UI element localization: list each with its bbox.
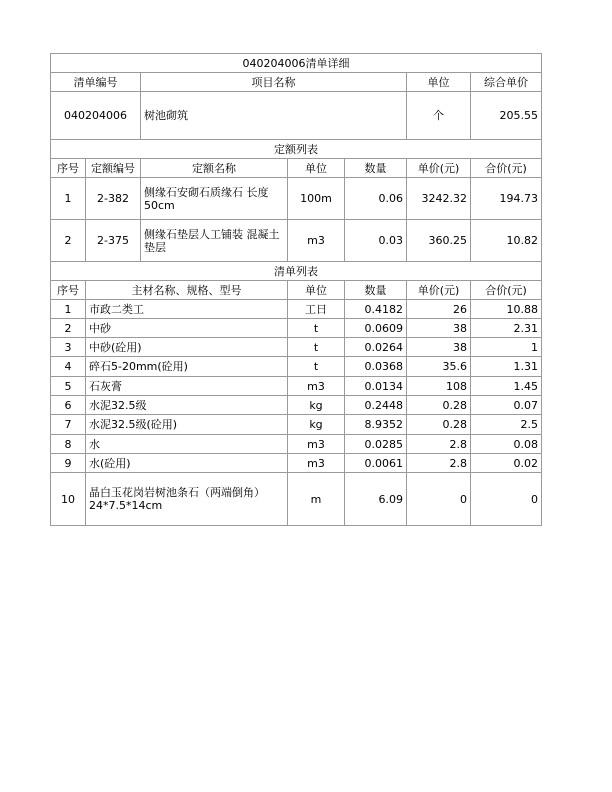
- material-total: 0: [471, 473, 542, 526]
- material-unit-price: 35.6: [407, 357, 471, 377]
- list-item-unit: 个: [407, 92, 471, 140]
- material-header-row: [51, 281, 542, 300]
- quota-unit-price: 360.25: [407, 220, 471, 262]
- material-seq-header: 序号: [51, 281, 86, 300]
- material-seq: 2: [51, 319, 86, 338]
- material-seq: 5: [51, 377, 86, 396]
- material-seq: 4: [51, 357, 86, 377]
- material-row: [51, 357, 542, 377]
- quota-header-row: [51, 159, 542, 178]
- quota-code: 2-375: [86, 220, 141, 262]
- material-qty: 0.0285: [345, 435, 407, 454]
- quota-seq: 2: [51, 220, 86, 262]
- material-seq: 6: [51, 396, 86, 415]
- material-unit-price: 0.28: [407, 396, 471, 415]
- material-row: [51, 415, 542, 435]
- material-row: [51, 319, 542, 338]
- material-qty: 8.9352: [345, 415, 407, 435]
- material-qty: 0.0609: [345, 319, 407, 338]
- material-row: [51, 435, 542, 454]
- material-row: [51, 338, 542, 357]
- material-unit: t: [288, 357, 345, 377]
- material-total: 1: [471, 338, 542, 357]
- material-name-header: 主材名称、规格、型号: [86, 281, 288, 300]
- quota-unit: m3: [288, 220, 345, 262]
- material-unit-price: 0.28: [407, 415, 471, 435]
- material-name: 水: [86, 435, 288, 454]
- material-name: 中砂: [86, 319, 288, 338]
- material-name: 中砂(砼用): [86, 338, 288, 357]
- material-total-header: 合价(元): [471, 281, 542, 300]
- list-item-name: 树池砌筑: [141, 92, 407, 140]
- quota-qty: 0.03: [345, 220, 407, 262]
- material-unit-price: 108: [407, 377, 471, 396]
- quota-total: 194.73: [471, 178, 542, 220]
- quota-unit: 100m: [288, 178, 345, 220]
- list-item-code: 040204006: [51, 92, 141, 140]
- material-total: 0.07: [471, 396, 542, 415]
- title-row: [51, 54, 542, 73]
- quota-unit-price: 3242.32: [407, 178, 471, 220]
- material-qty: 6.09: [345, 473, 407, 526]
- material-row: [51, 377, 542, 396]
- material-unit: m: [288, 473, 345, 526]
- quota-unit-header: 单位: [288, 159, 345, 178]
- material-seq: 1: [51, 300, 86, 319]
- material-unit-price-header: 单价(元): [407, 281, 471, 300]
- material-unit: m3: [288, 377, 345, 396]
- material-unit: m3: [288, 454, 345, 473]
- quota-row: [51, 220, 542, 262]
- material-unit: t: [288, 319, 345, 338]
- material-seq: 8: [51, 435, 86, 454]
- material-total: 0.02: [471, 454, 542, 473]
- material-name: 碎石5-20mm(砼用): [86, 357, 288, 377]
- quota-qty-header: 数量: [345, 159, 407, 178]
- material-name: 水(砼用): [86, 454, 288, 473]
- material-qty: 0.2448: [345, 396, 407, 415]
- material-qty: 0.0134: [345, 377, 407, 396]
- material-unit-price: 0: [407, 473, 471, 526]
- material-total: 2.5: [471, 415, 542, 435]
- material-unit: m3: [288, 435, 345, 454]
- quota-seq: 1: [51, 178, 86, 220]
- quota-code: 2-382: [86, 178, 141, 220]
- quota-section-row: [51, 140, 542, 159]
- quota-seq-header: 序号: [51, 159, 86, 178]
- quota-total-header: 合价(元): [471, 159, 542, 178]
- quota-name: 侧缘石垫层人工铺装 混凝土垫层: [141, 220, 288, 262]
- quota-section-title: 定额列表: [51, 140, 542, 159]
- material-qty: 0.0264: [345, 338, 407, 357]
- material-name: 水泥32.5级: [86, 396, 288, 415]
- material-name: 晶白玉花岗岩树池条石（两端倒角）24*7.5*14cm: [86, 473, 288, 526]
- material-seq: 7: [51, 415, 86, 435]
- material-qty: 0.0061: [345, 454, 407, 473]
- material-section-title: 清单列表: [51, 262, 542, 281]
- list-name-header: 项目名称: [141, 73, 407, 92]
- quota-qty: 0.06: [345, 178, 407, 220]
- material-unit: kg: [288, 415, 345, 435]
- material-qty: 0.0368: [345, 357, 407, 377]
- material-row: [51, 473, 542, 526]
- material-name: 市政二类工: [86, 300, 288, 319]
- material-unit-price: 38: [407, 319, 471, 338]
- quota-code-header: 定额编号: [86, 159, 141, 178]
- detail-table: [50, 53, 542, 526]
- list-unit-header: 单位: [407, 73, 471, 92]
- material-name: 石灰膏: [86, 377, 288, 396]
- material-unit-price: 2.8: [407, 435, 471, 454]
- material-qty: 0.4182: [345, 300, 407, 319]
- list-code-header: 清单编号: [51, 73, 141, 92]
- material-name: 水泥32.5级(砼用): [86, 415, 288, 435]
- quota-unit-price-header: 单价(元): [407, 159, 471, 178]
- material-unit: 工日: [288, 300, 345, 319]
- material-seq: 3: [51, 338, 86, 357]
- list-price-header: 综合单价: [471, 73, 542, 92]
- material-row: [51, 454, 542, 473]
- material-total: 1.45: [471, 377, 542, 396]
- material-total: 1.31: [471, 357, 542, 377]
- quota-total: 10.82: [471, 220, 542, 262]
- material-total: 2.31: [471, 319, 542, 338]
- material-total: 10.88: [471, 300, 542, 319]
- material-row: [51, 396, 542, 415]
- list-item-row: [51, 92, 542, 140]
- quota-name-header: 定额名称: [141, 159, 288, 178]
- quota-name: 侧缘石安砌石质缘石 长度50cm: [141, 178, 288, 220]
- material-unit-price: 38: [407, 338, 471, 357]
- quota-row: [51, 178, 542, 220]
- list-item-price: 205.55: [471, 92, 542, 140]
- material-unit: t: [288, 338, 345, 357]
- material-section-row: [51, 262, 542, 281]
- material-total: 0.08: [471, 435, 542, 454]
- material-unit-header: 单位: [288, 281, 345, 300]
- material-qty-header: 数量: [345, 281, 407, 300]
- page-title: 040204006清单详细: [51, 54, 542, 73]
- material-seq: 9: [51, 454, 86, 473]
- material-unit: kg: [288, 396, 345, 415]
- material-unit-price: 2.8: [407, 454, 471, 473]
- material-seq: 10: [51, 473, 86, 526]
- material-unit-price: 26: [407, 300, 471, 319]
- material-row: [51, 300, 542, 319]
- list-header-row: [51, 73, 542, 92]
